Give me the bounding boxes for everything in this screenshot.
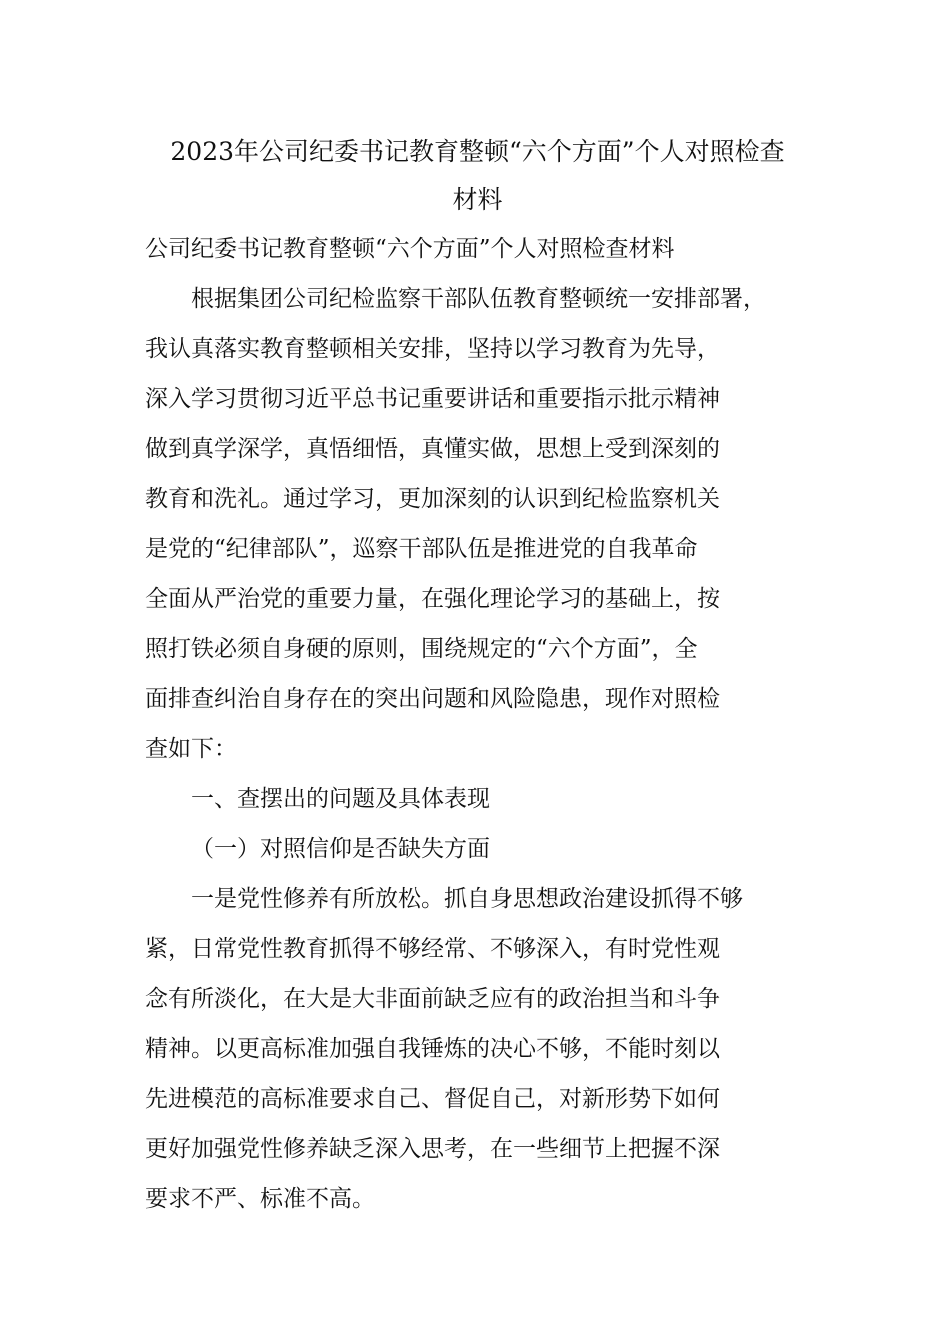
intro-line: 全面从严治党的重要力量，在强化理论学习的基础上，按 bbox=[145, 586, 720, 612]
point-line: 紧，日常党性教育抓得不够经常、不够深入，有时党性观 bbox=[145, 936, 720, 962]
intro-line: 深入学习贯彻习近平总书记重要讲话和重要指示批示精神 bbox=[145, 386, 720, 412]
document-body bbox=[145, 128, 810, 1224]
subsection-heading: （一）对照信仰是否缺失方面 bbox=[191, 836, 490, 862]
intro-line: 教育和洗礼。通过学习，更加深刻的认识到纪检监察机关 bbox=[145, 486, 720, 512]
point-line: 要求不严、标准不高。 bbox=[145, 1186, 375, 1212]
point-line: 念有所淡化，在大是大非面前缺乏应有的政治担当和斗争 bbox=[145, 986, 720, 1012]
point-line: 更好加强党性修养缺乏深入思考，在一些细节上把握不深 bbox=[145, 1136, 720, 1162]
intro-line: 照打铁必须自身硬的原则，围绕规定的“六个方面”，全 bbox=[145, 636, 698, 662]
document-title bbox=[145, 128, 810, 224]
section-heading: 一、查摆出的问题及具体表现 bbox=[191, 786, 490, 812]
intro-line: 是党的“纪律部队”，巡察干部队伍是推进党的自我革命 bbox=[145, 536, 698, 562]
intro-paragraph bbox=[145, 274, 810, 774]
title-line-1: 2023年公司纪委书记教育整顿“六个方面”个人对照检查 bbox=[170, 137, 785, 166]
point-line: 一是党性修养有所放松。抓自身思想政治建设抓得不够 bbox=[191, 886, 743, 912]
title-line-2: 材料 bbox=[452, 185, 503, 214]
point-line: 先进模范的高标准要求自己、督促自己，对新形势下如何 bbox=[145, 1086, 720, 1112]
point-line: 精神。以更高标准加强自我锤炼的决心不够，不能时刻以 bbox=[145, 1036, 720, 1062]
intro-line: 查如下： bbox=[145, 736, 237, 762]
intro-line: 我认真落实教育整顿相关安排，坚持以学习教育为先导， bbox=[145, 336, 720, 362]
intro-line: 做到真学深学，真悟细悟，真懂实做，思想上受到深刻的 bbox=[145, 436, 720, 462]
intro-line: 根据集团公司纪检监察干部队伍教育整顿统一安排部署， bbox=[191, 286, 766, 312]
intro-line: 面排查纠治自身存在的突出问题和风险隐患，现作对照检 bbox=[145, 686, 720, 712]
document-subtitle: 公司纪委书记教育整顿“六个方面”个人对照检查材料 bbox=[145, 236, 675, 262]
point-paragraph bbox=[145, 874, 810, 1224]
